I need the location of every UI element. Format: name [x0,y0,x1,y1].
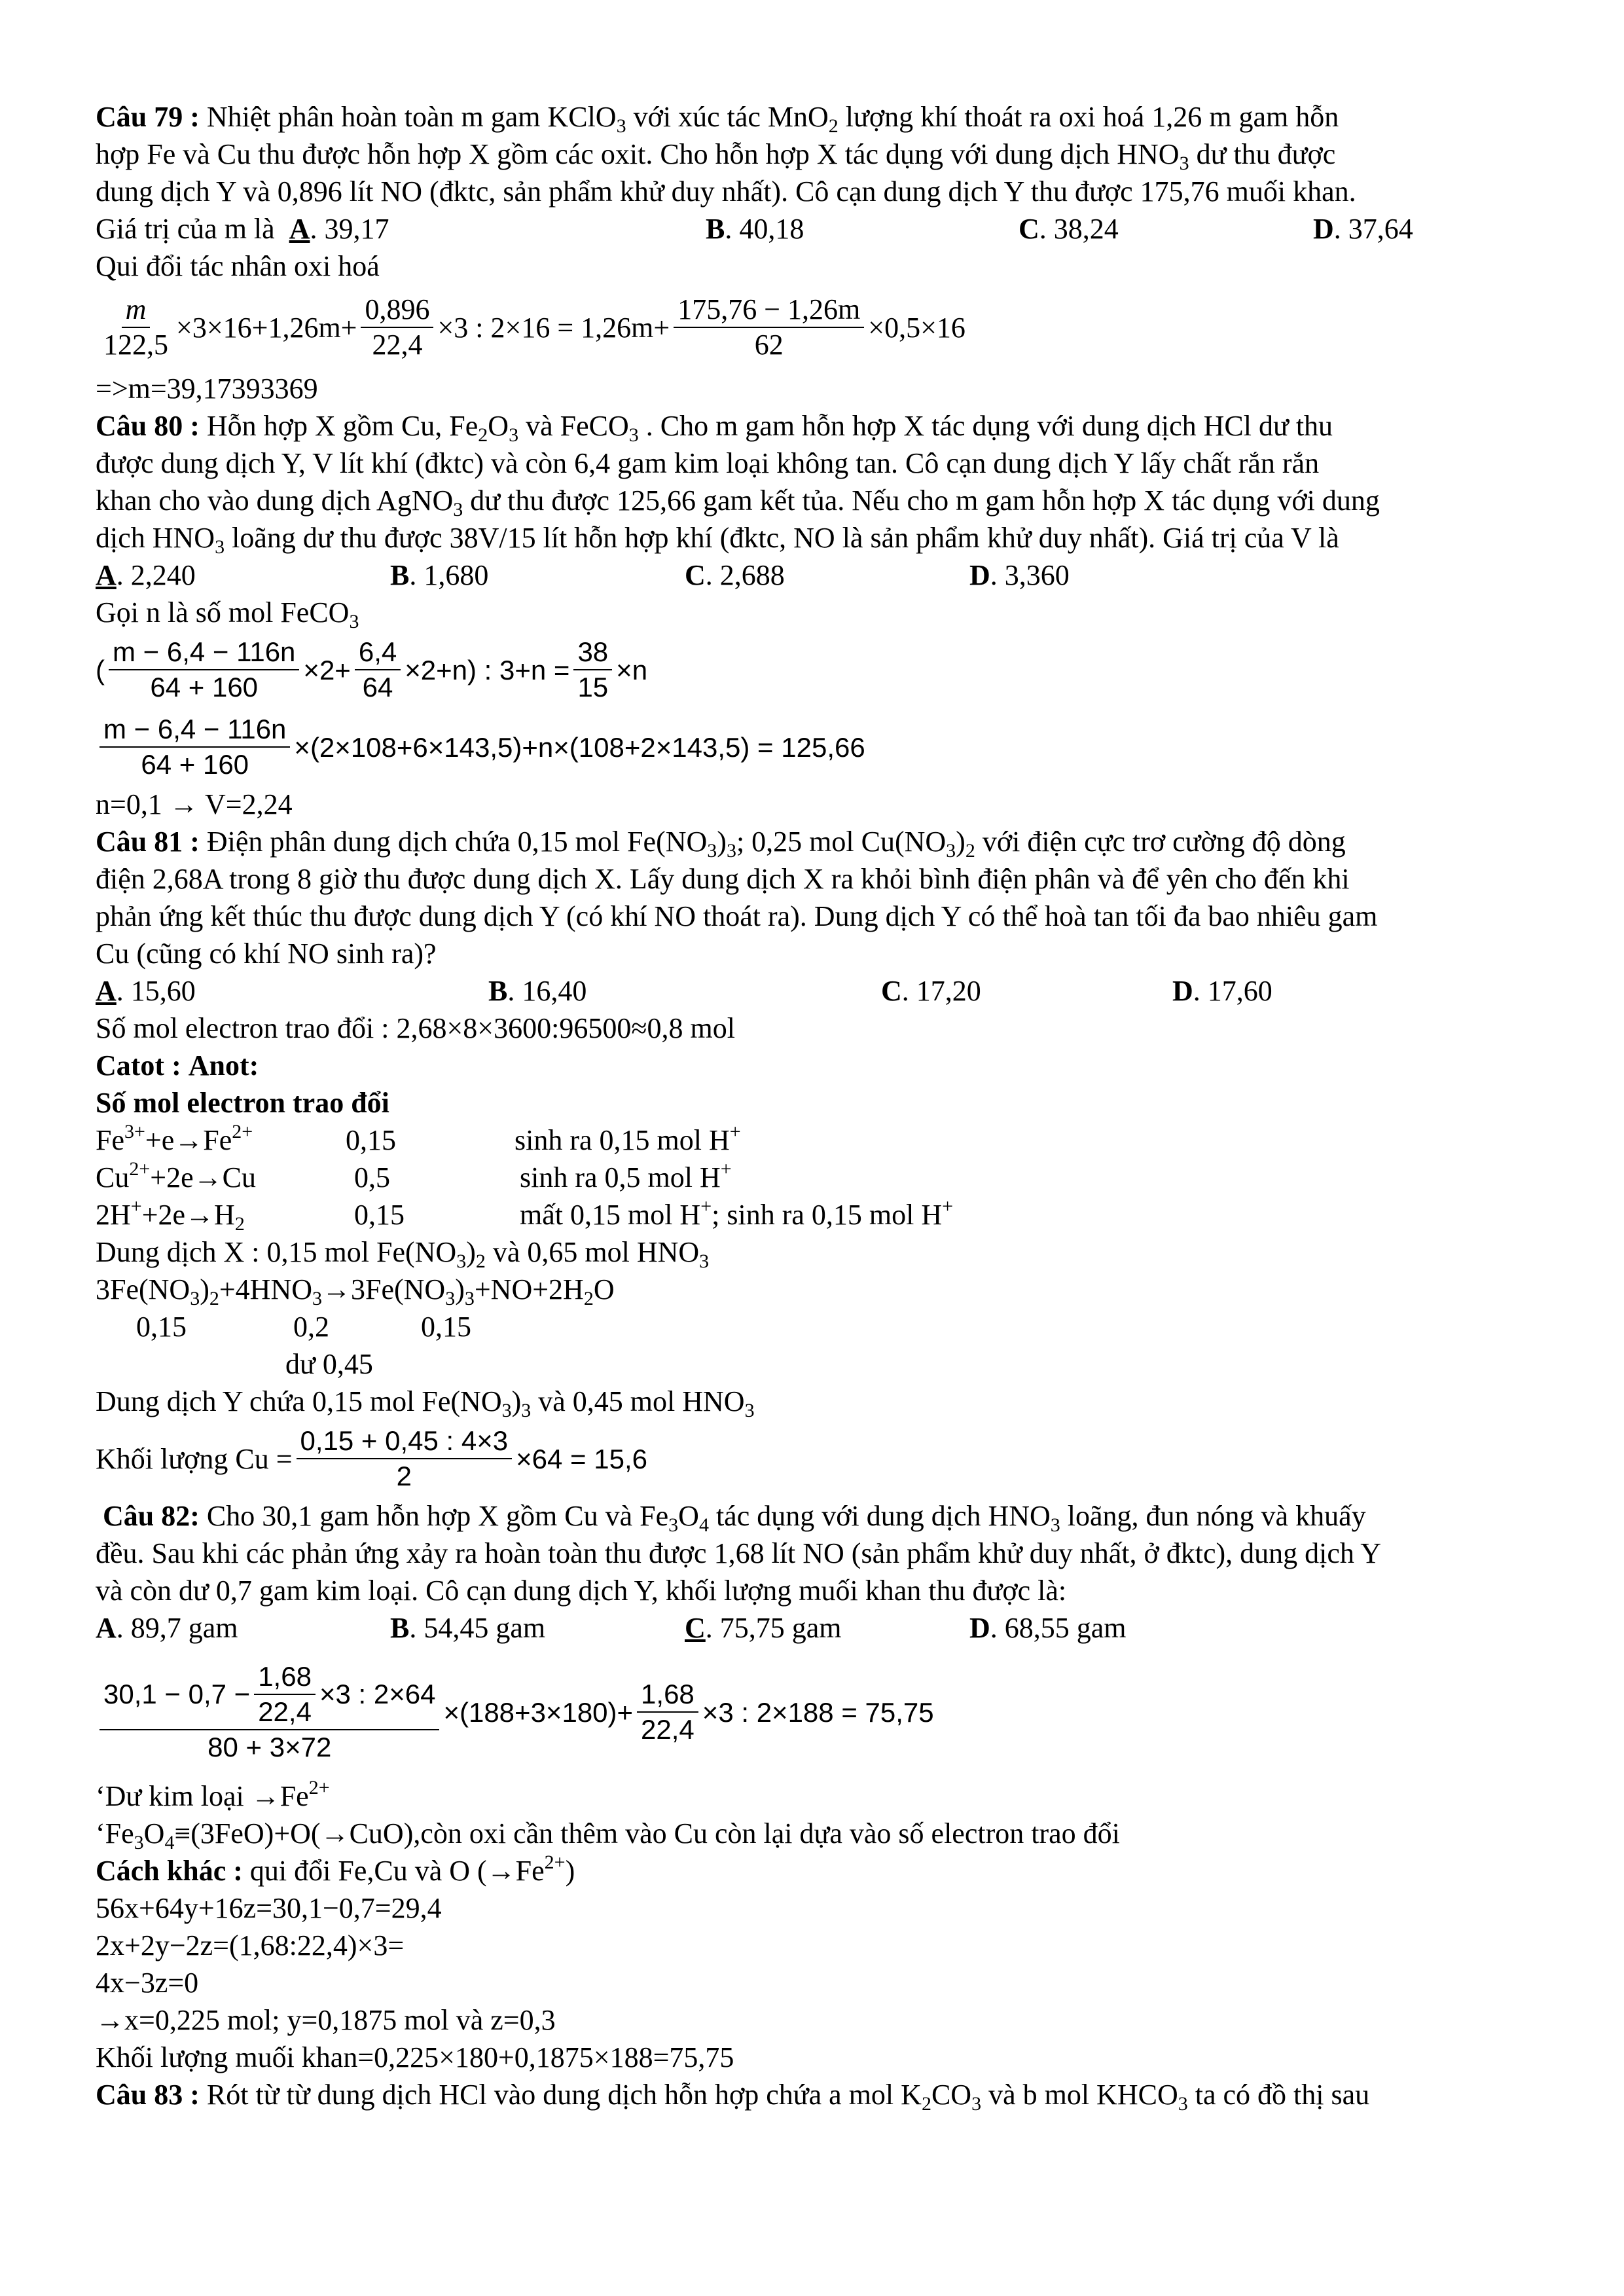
q80-option-a: A [96,559,117,591]
q81-line-4: Cu (cũng có khí NO sinh ra)? [96,938,437,970]
q80-solution-heading: Gọi n là số mol FeCO$_3$ [96,596,359,632]
q79-option-a: A [289,213,310,245]
q82-option-c: C [685,1612,706,1644]
q81-option-d: D [1172,975,1193,1007]
q81-line-1: Câu 81 : Điện phân dung dịch chứa 0,15 mol $Fe(NO_3)_3$; 0,25 mol $Cu(NO_3)_2$ với điện cực trơ cường độ dòng [96,826,1346,862]
q81-reaction-amounts: 0,15 0,2 0,15 [136,1311,471,1343]
q81-electron-count: Số mol electron trao đổi : 2,68×8×3600:96500≈0,8 mol [96,1012,735,1044]
q79-options: Giá trị của m là A. 39,17 B. 40,18 C. 38,24 D. 37,64 [96,213,1413,245]
q82-label: Câu 82: [103,1500,200,1532]
q80-line-4: dịch $HNO_3$ loãng dư thu được 38V/15 lít hỗn hợp khí (đktc, NO là sản phẩm khử duy nhất). Giá trị của V là [96,522,1339,558]
q82-option-a: A [96,1612,117,1644]
q82-equation-4: →x=0,225 mol; y=0,1875 mol và z=0,3 [96,2004,556,2036]
q82-formula: 30,1 − 0,7 − $\frac{1,68}{22,4}$ ×3 : 2×64 80 + 3×72 ×(188+3×180)+ $\frac{1,68}{22,4}$ ×3 : 2×188 = 75,75 [96,1647,1555,1777]
q81-solution-y: Dung dịch Y chứa 0,15 mol $Fe(NO_3)_3$ và 0,45 mol $HNO_3$ [96,1385,755,1421]
q82-line-2: đều. Sau khi các phản ứng xảy ra hoàn toàn thu được 1,68 lít NO (sản phẩm khử duy nhất, ở đktc), dung dịch Y [96,1537,1382,1569]
q82-result: Khối lượng muối khan=0,225×180+0,1875×188=75,75 [96,2041,734,2073]
q81-option-b: B [488,975,508,1007]
q79-line-1: Câu 79 : Nhiệt phân hoàn toàn m gam KClO$_3$ với xúc tác MnO$_2$ lượng khí thoát ra oxi hoá 1,26 m gam hỗn [96,101,1339,137]
q79-result: =>m=39,17393369 [96,373,318,405]
q81-options: A. 15,60 B. 16,40 C. 17,20 D. 17,60 [96,975,1272,1007]
q82-note-1: ‘Dư kim loại $\to Fe^{2+}$ [96,1777,330,1812]
q82-equation-1: 56x+64y+16z=30,1−0,7=29,4 [96,1892,442,1924]
q83-line-1: Câu 83 : Rót từ từ dung dịch HCl vào dung dịch hỗn hợp chứa a mol $K_2CO_3$ và b mol $KHCO_3$ ta có đồ thị sau [96,2079,1370,2115]
q81-excess: dư 0,45 [285,1348,373,1380]
q80-option-d: D [969,559,990,591]
q79-solution-heading: Qui đổi tác nhân oxi hoá [96,250,380,282]
q81-option-c: C [881,975,902,1007]
q80-label: Câu 80 : [96,410,200,442]
catot-heading: Catot : [96,1049,181,1082]
q81-table-row: $2H^++2e\to H_2$ 0,15 mất 0,15 mol H+; sinh ra 0,15 mol H+ [96,1195,954,1235]
q79-label: Câu 79 : [96,101,200,133]
q82-options: A. 89,7 gam B. 54,45 gam C. 75,75 gam D. 68,55 gam [96,1612,1127,1644]
document-page [96,98,1555,2113]
q81-line-3: phản ứng kết thúc thu được dung dịch Y (có khí NO thoát ra). Dung dịch Y có thể hoà tan tối đa bao nhiêu gam [96,900,1378,932]
q83-label: Câu 83 : [96,2079,200,2111]
q82-line-1: Câu 82: Cho 30,1 gam hỗn hợp X gồm Cu và $Fe_3O_4$ tác dụng với dung dịch $HNO_3$ loãng, đun nóng và khuấy [103,1500,1366,1536]
q79-option-c: C [1019,213,1039,245]
anot-heading: Anot: [188,1049,259,1082]
q81-copper-mass: Khối lượng Cu = $\frac{0,15 + 0,45 : 4\times 3}{2}$ ×64 = 15,6 [96,1425,647,1491]
q79-option-d: D [1313,213,1334,245]
q80-option-b: B [390,559,410,591]
q81-line-2: điện 2,68A trong 8 giờ thu được dung dịch X. Lấy dung dịch X ra khỏi bình điện phân và để yên cho đến khi [96,863,1350,895]
q80-line-2: được dung dịch Y, V lít khí (đktc) và còn 6,4 gam kim loại không tan. Cô cạn dung dịch Y lấy chất rắn rắn [96,447,1320,479]
q81-table-heading: Số mol electron trao đổi [96,1087,389,1119]
q82-option-b: B [390,1612,410,1644]
q82-note-2: ‘$Fe_3O_4\equiv(3FeO)+O(\to CuO),còn$ oxi cần thêm vào Cu còn lại dựa vào số electron trao đổi [96,1817,1120,1853]
q80-line-3: khan cho vào dung dịch AgNO$_3$ dư thu được 125,66 gam kết tủa. Nếu cho m gam hỗn hợp X tác dụng với dung [96,484,1380,520]
q80-option-c: C [685,559,706,591]
q82-line-3: và còn dư 0,7 gam kim loại. Cô cạn dung dịch Y, khối lượng muối khan thu được là: [96,1575,1067,1607]
q81-solution-x: Dung dịch X : 0,15 mol $Fe(NO_3)_2$ và 0,65 mol $HNO_3$ [96,1236,710,1272]
q81-reaction: $3Fe(NO_3)_2+4HNO_3\to 3Fe(NO_3)_3+NO+2H_2O$ [96,1273,615,1309]
q80-result: n=0,1 → V=2,24 [96,788,293,820]
q79-line-2: hợp Fe và Cu thu được hỗn hợp X gồm các oxit. Cho hỗn hợp X tác dụng với dung dịch $HNO_3$ dư thu được [96,138,1336,174]
q80-options: A. 2,240 B. 1,680 C. 2,688 D. 3,360 [96,559,1070,591]
q79-option-b: B [706,213,725,245]
q81-table-row: $Fe^{3+}+e\to Fe^{2+}$ 0,15 sinh ra 0,15 mol H+ [96,1121,741,1156]
q81-option-a: A [96,975,117,1007]
q80-equation-1: ( $\frac{m - 6,4 - 116n}{64 + 160}$ ×2+ $\frac{6,4}{64}$ ×2+n) : 3+n = $\frac{38}{15}$ ×n [96,636,648,702]
q79-line-3: dung dịch Y và 0,896 lít NO (đktc, sản phẩm khử duy nhất). Cô cạn dung dịch Y thu được 175,76 muối khan. [96,175,1356,208]
q81-label: Câu 81 : [96,826,200,858]
q82-equation-3: 4x−3z=0 [96,1967,199,1999]
q79-formula: $\frac{m}{122,5}$ ×3×16+1,26m+ $\frac{0,896}{22,4}$ ×3 : 2×16 = 1,26m+ $\frac{175,76 - 1,26m}{62}$ ×0,5×16 [103,293,965,361]
q81-table-row: $Cu^{2+}+2e\to Cu$ 0,5 sinh ra 0,5 mol H+ [96,1158,732,1194]
q81-electrode-headers [96,1047,1555,1084]
q80-equation-2: $\frac{m - 6,4 - 116n}{64 + 160}$ ×(2×108+6×143,5)+n×(108+2×143,5) = 125,66 [96,708,1555,786]
q80-line-1: Câu 80 : Hỗn hợp X gồm Cu, $Fe_2O_3$ và FeCO$_3$ . Cho m gam hỗn hợp X tác dụng với dung dịch HCl dư thu [96,410,1333,446]
q82-equation-2: 2x+2y−2z=(1,68:22,4)×3= [96,1929,405,1961]
q82-alternative: Cách khác : qui đổi Fe,Cu và O $(\to Fe^{2+})$ [96,1851,575,1887]
q82-option-d: D [969,1612,990,1644]
